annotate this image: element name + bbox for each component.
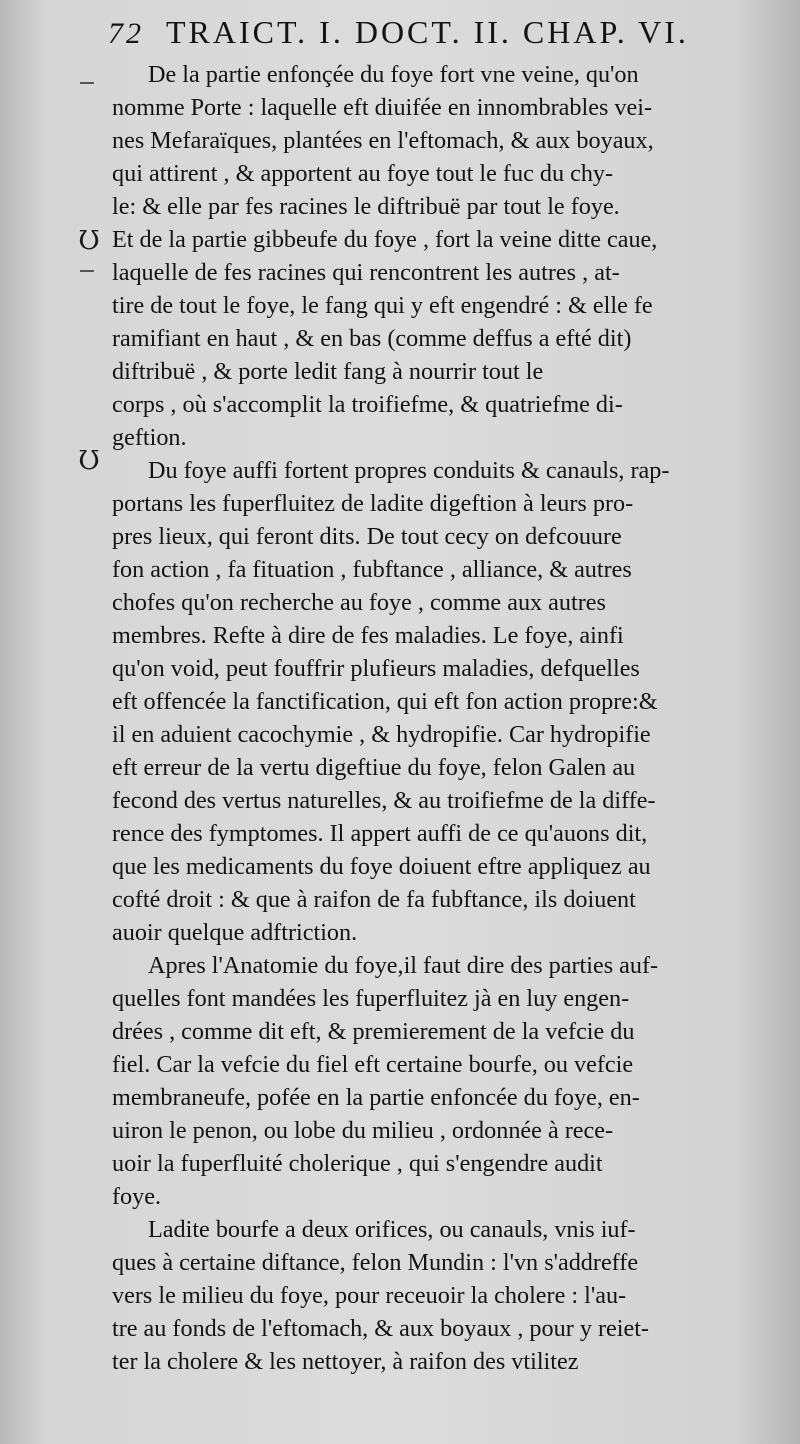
text-line: uoir la fuperfluité cholerique , qui s'engendre audit	[112, 1150, 603, 1177]
margin-mark-icon: Ʊ	[78, 446, 100, 476]
running-header	[108, 14, 748, 54]
body-text	[112, 58, 748, 1378]
text-line: foye.	[112, 1183, 162, 1210]
text-line: membres. Refte à dire de fes maladies. Le foye, ainfi	[112, 622, 624, 649]
text-line: Et de la partie gibbeufe du foye , fort la veine ditte caue,	[112, 226, 658, 253]
text-line: auoir quelque adftriction.	[112, 919, 358, 946]
text-line: corps , où s'accomplit la troifiefme, & quatriefme di-	[112, 391, 623, 418]
text-line: membraneufe, pofée en la partie enfoncée du foye, en-	[112, 1084, 640, 1111]
text-line: chofes qu'on recherche au foye , comme aux autres	[112, 589, 606, 616]
text-line: que les medicaments du foye doiuent eftre appliquez au	[112, 853, 651, 880]
text-line: geftion.	[112, 424, 187, 451]
text-line: qu'on void, peut fouffrir plufieurs maladies, defquelles	[112, 655, 640, 682]
text-line: Du foye auffi fortent propres conduits & canauls, rap-	[148, 457, 670, 484]
text-line: De la partie enfonçée du foye fort vne veine, qu'on	[148, 61, 639, 88]
text-line: quelles font mandées les fuperfluitez jà en luy engen-	[112, 985, 630, 1012]
text-line: qui attirent , & apportent au foye tout le fuc du chy-	[112, 160, 614, 187]
text-line: vers le milieu du foye, pour receuoir la cholere : l'au-	[112, 1282, 627, 1309]
margin-mark-icon: Ʊ	[78, 226, 100, 256]
text-line: pres lieux, qui feront dits. De tout cecy on defcouure	[112, 523, 622, 550]
text-line: Apres l'Anatomie du foye,il faut dire des parties auf-	[148, 952, 659, 979]
text-line: tre au fonds de l'eftomach, & aux boyaux , pour y reiet-	[112, 1315, 649, 1342]
text-line: rence des fymptomes. Il appert auffi de ce qu'auons dit,	[112, 820, 648, 847]
text-line: ramifiant en haut , & en bas (comme deffus a efté dit)	[112, 325, 632, 352]
text-line: fiel. Car la vefcie du fiel eft certaine bourfe, ou vefcie	[112, 1051, 634, 1078]
running-title: TRAICT. I. DOCT. II. CHAP. VI.	[166, 14, 689, 50]
margin-dash	[80, 270, 94, 272]
text-line: nes Mefaraïques, plantées en l'eftomach, & aux boyaux,	[112, 127, 654, 154]
text-line: Ladite bourfe a deux orifices, ou canauls, vnis iuf-	[148, 1216, 636, 1243]
text-line: nomme Porte : laquelle eft diuifée en innombrables vei-	[112, 94, 653, 121]
text-line: eft erreur de la vertu digeftiue du foye, felon Galen au	[112, 754, 636, 781]
text-line: le: & elle par fes racines le diftribuë par tout le foye.	[112, 193, 620, 220]
text-line: uiron le penon, ou lobe du milieu , ordonnée à rece-	[112, 1117, 614, 1144]
text-line: drées , comme dit eft, & premierement de la vefcie du	[112, 1018, 635, 1045]
text-line: portans les fuperfluitez de ladite digeftion à leurs pro-	[112, 490, 634, 517]
text-line: fon action , fa fituation , fubftance , alliance, & autres	[112, 556, 632, 583]
margin-dash	[80, 82, 94, 84]
text-line: tire de tout le foye, le fang qui y eft engendré : & elle fe	[112, 292, 653, 319]
page-number: 72	[108, 17, 144, 50]
text-line: ques à certaine diftance, felon Mundin : l'vn s'addreffe	[112, 1249, 639, 1276]
text-line: laquelle de fes racines qui rencontrent les autres , at-	[112, 259, 620, 286]
text-line: diftribuë , & porte ledit fang à nourrir tout le	[112, 358, 544, 385]
text-line: ter la cholere & les nettoyer, à raifon des vtilitez	[112, 1348, 579, 1375]
text-line: il en aduient cacochymie , & hydropifie. Car hydropifie	[112, 721, 651, 748]
text-line: fecond des vertus naturelles, & au troifiefme de la diffe-	[112, 787, 656, 814]
text-line: cofté droit : & que à raifon de fa fubftance, ils doiuent	[112, 886, 636, 913]
text-line: eft offencée la fanctification, qui eft fon action propre:&	[112, 688, 658, 715]
